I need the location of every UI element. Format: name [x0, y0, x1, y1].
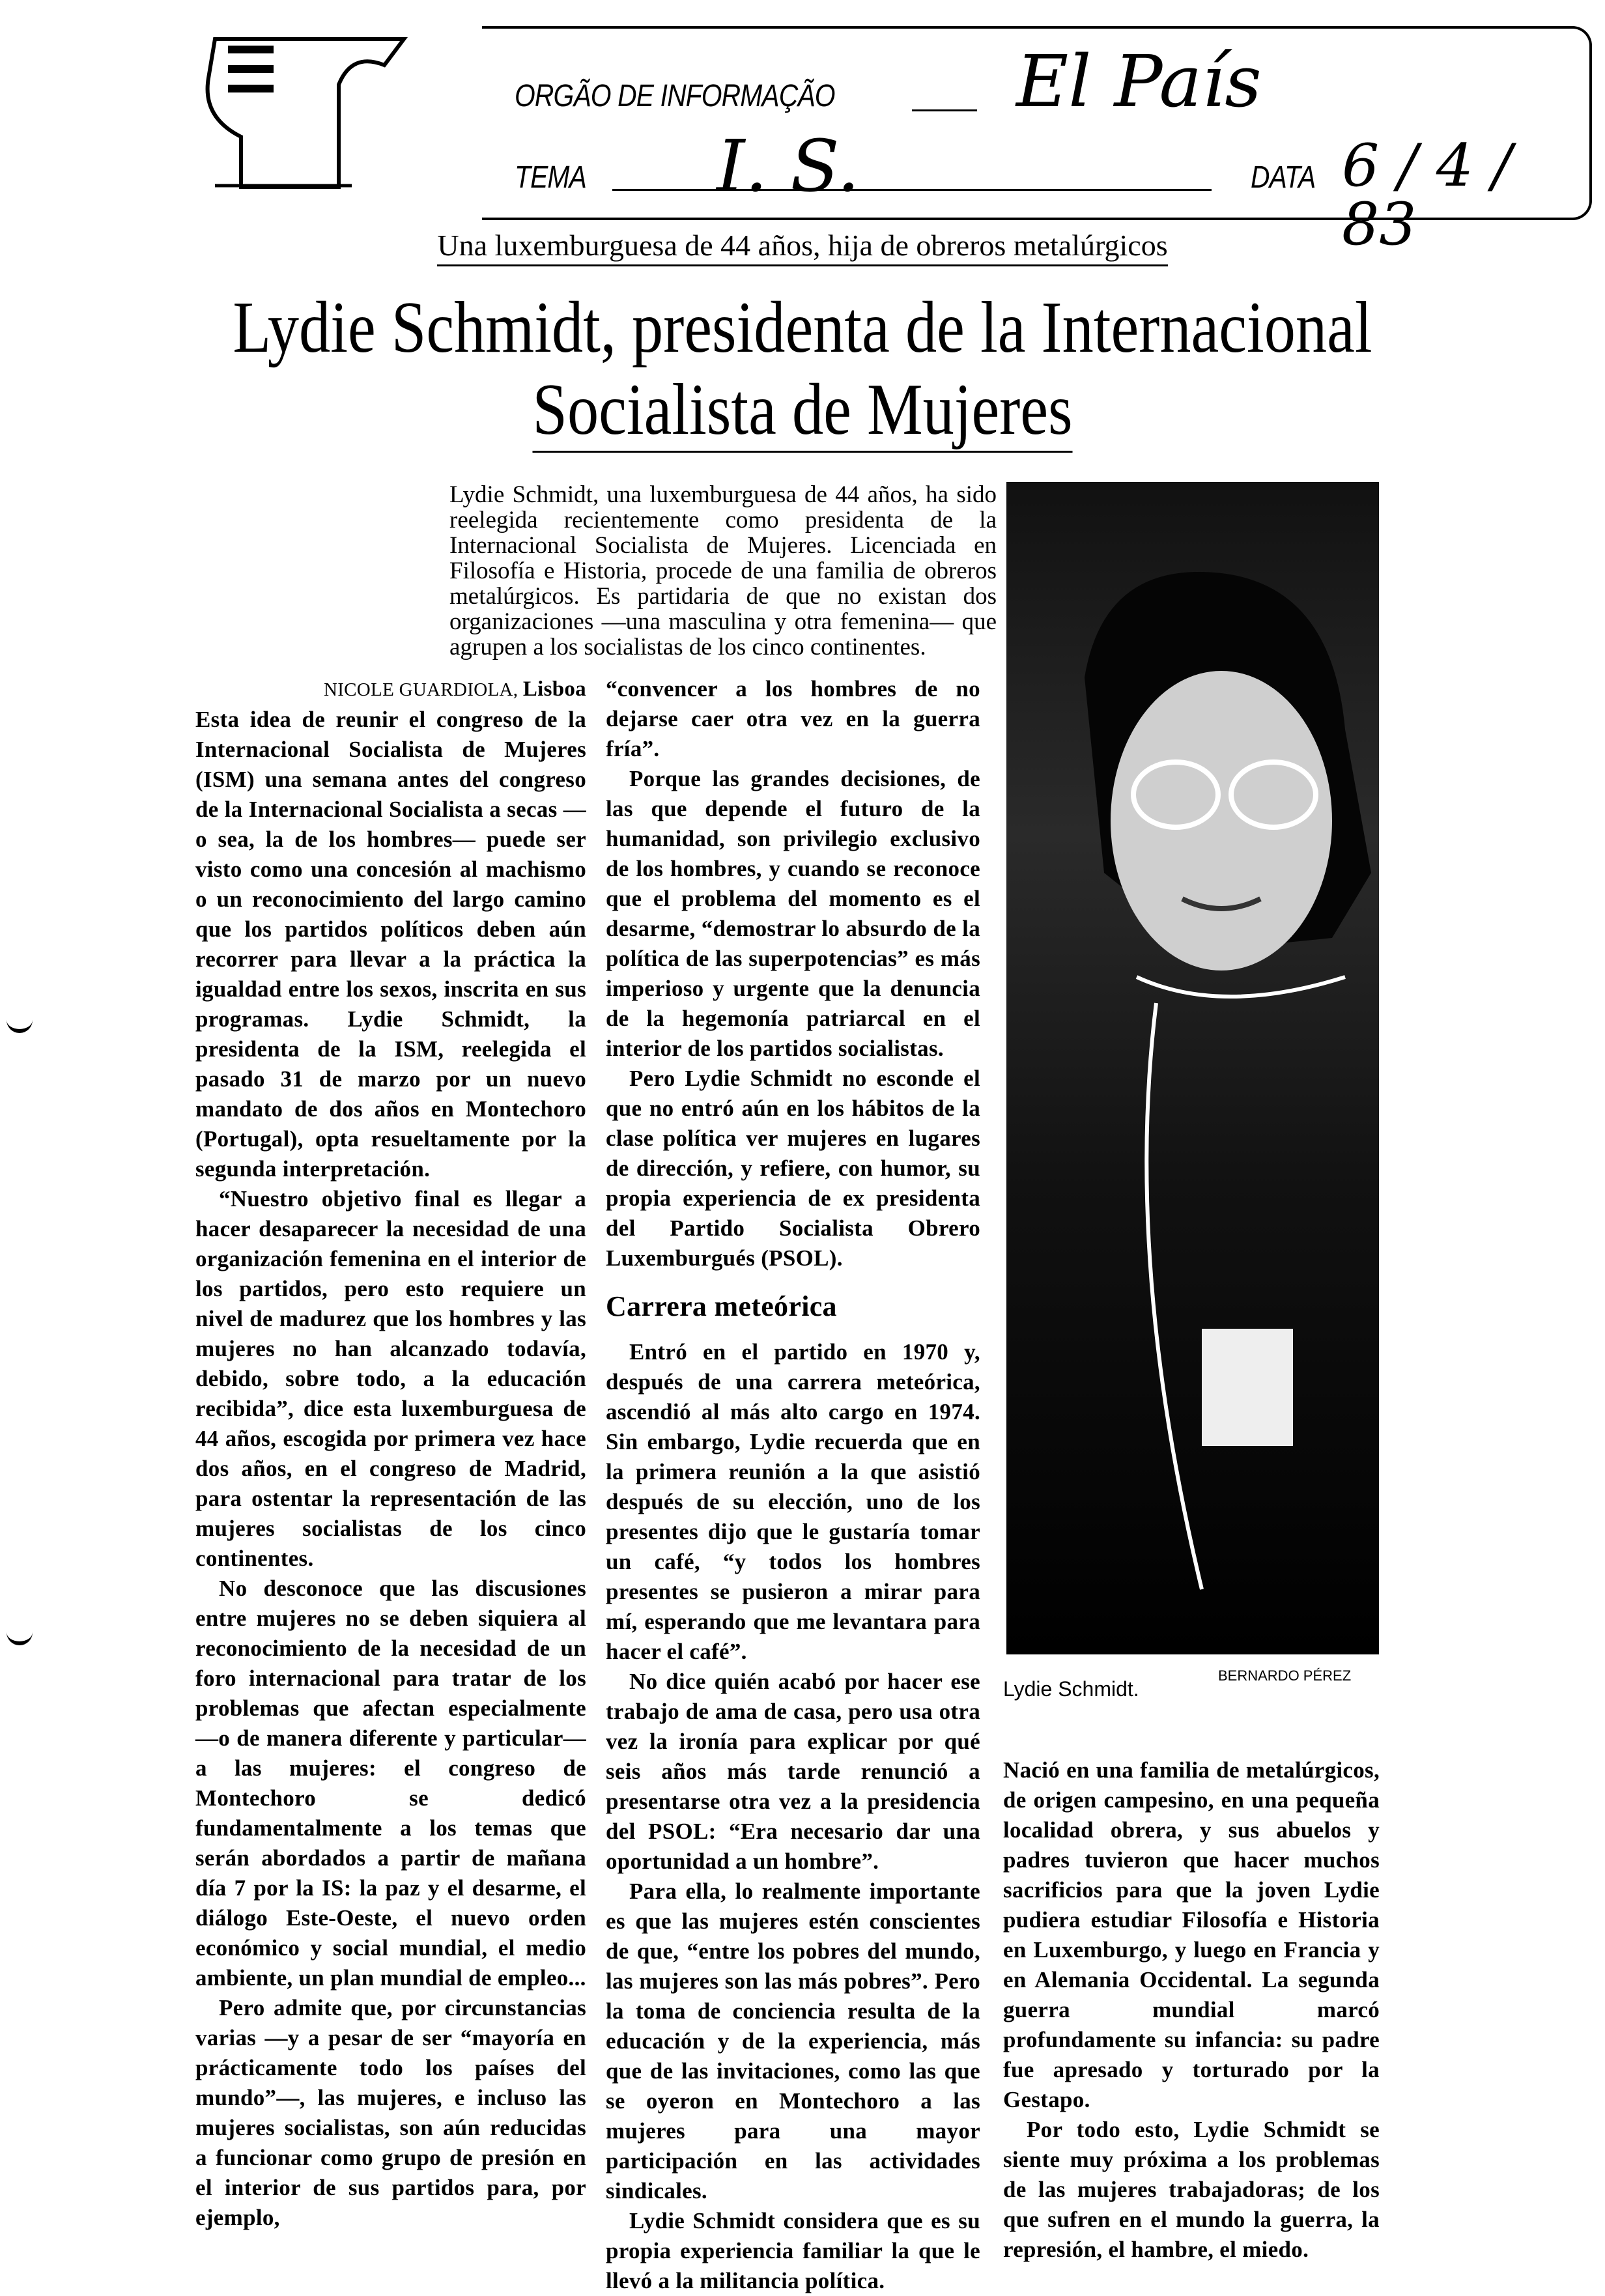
organ-line: [912, 109, 977, 111]
byline-author: NICOLE GUARDIOLA,: [323, 679, 523, 700]
subheading: Carrera meteórica: [606, 1290, 837, 1322]
paragraph: Esta idea de reunir el congreso de la Internacional Socialista de Mujeres (ISM) una semana antes del congreso de la Internacional Socialista a secas —o sea, la de los hombres— puede ser visto como una concesión al machismo o un reconocimiento del largo camino que los partidos políticos deben aún recorrer para llevar a la práctica la igualdad entre los sexos, inscrita en sus programas. Lydie Schmidt, la presidenta de la ISM, reelegida el pasado 31 de marzo por un nuevo mandato de dos años en Montechoro (Portugal), opta resueltamente por la segunda interpretación.: [195, 707, 586, 1182]
paragraph: Nació en una familia de metalúrgicos, de origen campesino, en una pequeña localidad obrera, y sus abuelos y padres tuvieron que hacer muchos sacrificios para que la joven Lydie pudiera estudiar Filosofía e Historia en Luxemburgo, y luego en Francia y en Alemania Occidental. La segunda guerra mundial marcó profundamente su infancia: su padre fue apresado y torturado por la Gestapo.: [1003, 1757, 1380, 2112]
column-2: [606, 674, 980, 2296]
lead-paragraph: Lydie Schmidt, una luxemburguesa de 44 años, ha sido reelegida recientemente como presidenta de la Internacional Socialista de Mujeres. Licenciada en Filosofía e Historia, procede de una familia de obreros metalúrgicos. Es partidaria de que no existan dos organizaciones —una masculina y otra femenina— que agrupen a los socialistas de los cinco continentes.: [449, 481, 997, 660]
archive-logo: [189, 13, 462, 189]
paragraph: No desconoce que las discusiones entre mujeres no se deben siquiera al reconocimiento de la necesidad de un foro internacional para tratar de los problemas que afectan especialmente —o de manera diferente y particular— a las mujeres: el congreso de Montechoro se dedicó fundamentalmente a los temas que serán abordados a partir de mañana día 7 por la IS: la paz y el desarme, el diálogo Este-Oeste, el nuevo orden económico y social mundial, el medio ambiente, un plan mundial de empleo...: [195, 1576, 586, 1991]
theme-value-handwritten: I. S.: [717, 124, 860, 208]
headline: [112, 287, 1492, 453]
portrait-illustration: [1006, 482, 1379, 1654]
punch-mark: [7, 1016, 33, 1033]
column-1: [195, 674, 586, 2233]
paragraph: Pero admite que, por circunstancias varias —y a pesar de ser “mayoría en prácticamente todo los países del mundo”—, las mujeres, e incluso las mujeres socialistas, son aún reducidas a funcionar como grupo de presión en el interior de sus partidos para, por ejemplo,: [195, 1995, 586, 2230]
photo-caption: Lydie Schmidt.: [1003, 1677, 1139, 1701]
date-label: DATA: [1251, 160, 1316, 195]
paragraph: Pero Lydie Schmidt no esconde el que no entró aún en los hábitos de la clase política ver mujeres en lugares de dirección, y refiere, con humor, su propia experiencia de ex presidenta del Partido Socialista Obrero Luxemburgués (PSOL).: [606, 1066, 980, 1271]
column-3: [1003, 1755, 1380, 2265]
kicker-text: Una luxemburguesa de 44 años, hija de obreros metalúrgicos: [437, 229, 1167, 266]
photo-credit: BERNARDO PÉREZ: [1218, 1667, 1352, 1684]
paragraph: “convencer a los hombres de no dejarse caer otra vez en la guerra fría”.: [606, 676, 980, 761]
date-value-handwritten: 6 / 4 / 83: [1342, 132, 1512, 259]
paragraph: Porque las grandes decisiones, de las que depende el futuro de la humanidad, son privilegio exclusivo de los hombres, y cuando se reconoce que el problema del momento es el desarme, “demostrar lo absurdo de la política de las superpotencias” es más imperioso y urgente que la denuncia de la hegemonía patriarcal en el interior de los partidos socialistas.: [606, 766, 980, 1061]
headline-line-2: Socialista de Mujeres: [532, 369, 1072, 453]
portrait-photo: [1006, 482, 1379, 1654]
paragraph: “Nuestro objetivo final es llegar a hacer desaparecer la necesidad de una organización femenina en el interior de los partidos, pero esto requiere un nivel de madurez que los hombres y las mujeres no han alcanzado todavía, debido, sobre todo, a la educación recibida”, dice esta luxemburguesa de 44 años, escogida por primera vez hace dos años, en el congreso de Madrid, para ostentar la representación de las mujeres socialistas de los cinco continentes.: [195, 1186, 586, 1571]
punch-mark: [7, 1628, 33, 1645]
paragraph: No dice quién acabó por hacer ese trabajo de ama de casa, pero usa otra vez la ironía para explicar por qué seis años más tarde renunció a presentarse otra vez a la presidencia del PSOL: “Era necesario dar una oportunidad a un hombre”.: [606, 1669, 980, 1874]
organ-label: ORGÃO DE INFORMAÇÃO: [515, 79, 835, 113]
theme-label: TEMA: [515, 160, 586, 195]
organ-value-handwritten: El País: [1016, 40, 1262, 123]
paragraph: Por todo esto, Lydie Schmidt se siente muy próxima a los problemas de las mujeres trabajadoras; de los que sufren en el mundo la guerra, la represión, el hambre, el miedo.: [1003, 2117, 1380, 2262]
theme-line: [612, 189, 1212, 191]
paragraph: Lydie Schmidt considera que es su propia experiencia familiar la que le llevó a la militancia política.: [606, 2208, 980, 2293]
paragraph: Para ella, lo realmente importante es que las mujeres estén conscientes de que, “entre los pobres del mundo, las mujeres son las más pobres”. Pero la toma de conciencia resulta de la educación y de la experiencia, más que de las invitaciones, como las que se oyeron en Montechoro a las mujeres para una mayor participación en las actividades sindicales.: [606, 1878, 980, 2204]
byline: [195, 674, 586, 705]
paragraph: Entró en el partido en 1970 y, después de una carrera meteórica, ascendió al más alto cargo en 1974. Sin embargo, Lydie recuerda que en la primera reunión a la que asistió después de su elección, uno de los presentes dijo que le gustaría tomar un café, “y todos los hombres presentes se pusieron a mirar para mí, esperando que me levantara para hacer el café”.: [606, 1339, 980, 1664]
kicker: [0, 228, 1605, 262]
byline-place: Lisboa: [522, 677, 586, 701]
headline-line-1: Lydie Schmidt, presidenta de la Internacional: [233, 287, 1372, 368]
